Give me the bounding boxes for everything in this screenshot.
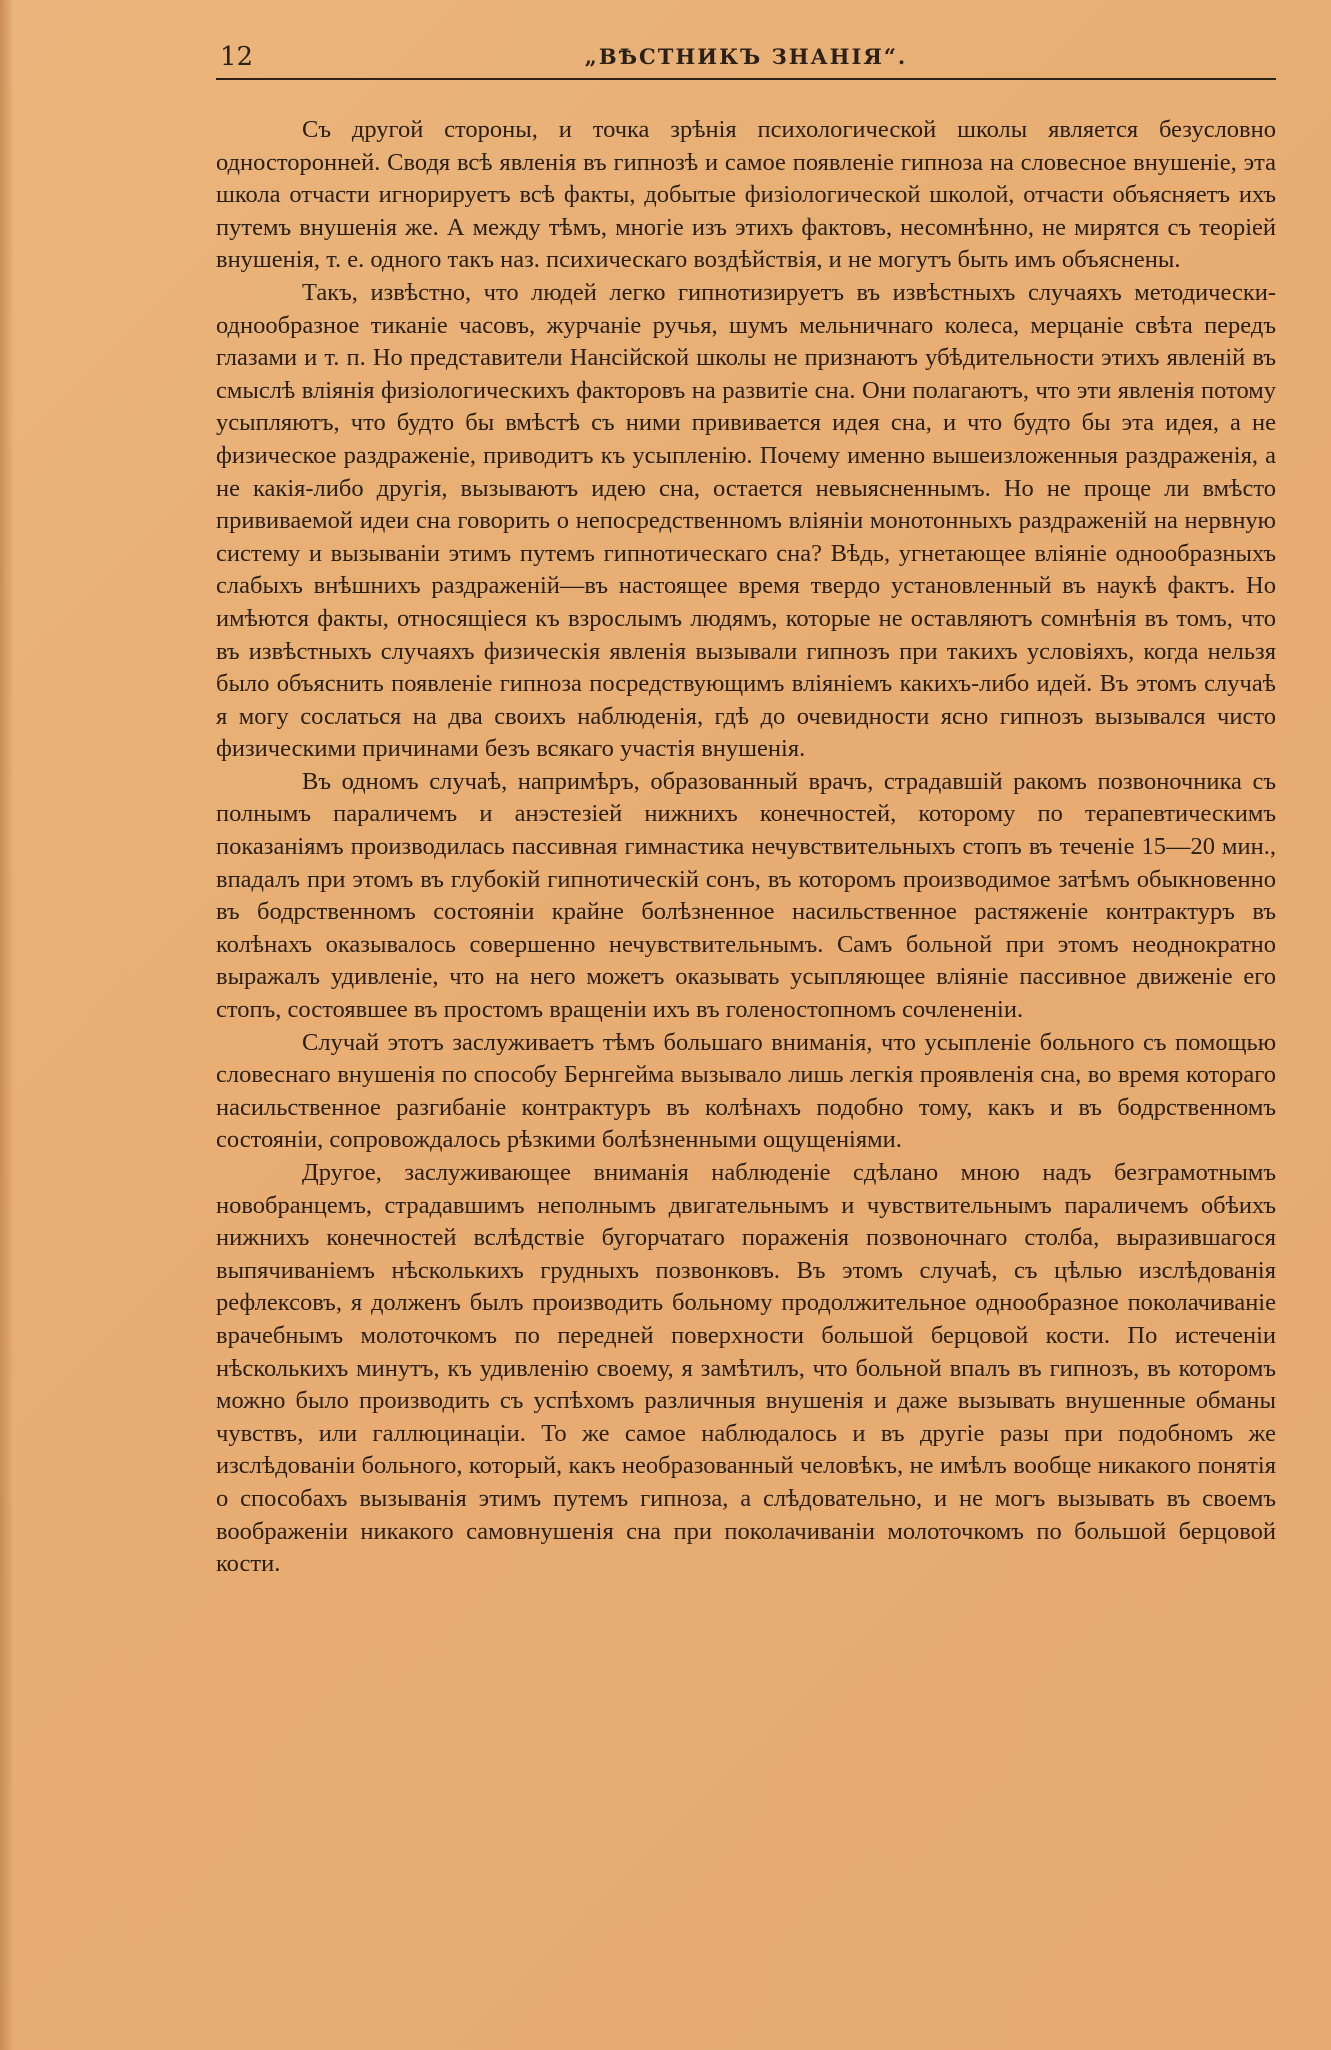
paragraph-2: Такъ, извѣстно, что людей легко гипнотизируетъ въ извѣстныхъ случаяхъ методически-однообразное тиканіе часовъ, журчаніе ручья, шумъ мельничнаго колеса, мерцаніе свѣта передъ глазами и т. п. Но представители Нансійской школы не признаютъ убѣдительности этихъ явленій въ смыслѣ вліянія физіологическихъ факторовъ на развитіе сна. Они полагаютъ, что эти явленія потому усыпляютъ, что будто бы вмѣстѣ съ ними прививается идея сна, и что будто бы эта идея, а не физическое раздраженіе, приводитъ къ усыпленію. Почему именно вышеизложенныя раздраженія, а не какія-либо другія, вызываютъ идею сна, остается невыясненнымъ. Но не проще ли вмѣсто прививаемой идеи сна говорить о непосредственномъ вліяніи монотонныхъ раздраженій на нервную систему и вызываніи этимъ путемъ гипнотическаго сна? Вѣдь, угнетающее вліяніе однообразныхъ слабыхъ внѣшнихъ раздраженій—въ настоящее время твердо установленный въ наукѣ фактъ. Но имѣются факты, относящіеся къ взрослымъ людямъ, которые не оставляютъ сомнѣнія въ томъ, что въ извѣстныхъ случаяхъ физическія явленія вызывали гипнозъ при такихъ условіяхъ, когда нельзя было объяснить появленіе гипноза посредствующимъ вліяніемъ какихъ-либо идей. Въ этомъ случаѣ я могу сослаться на два своихъ наблюденія, гдѣ до очевидности ясно гипнозъ вызывался чисто физическими причинами безъ всякаго участія внушенія. <box>216 278 1276 763</box>
article-body <box>216 114 1276 1581</box>
page-header <box>216 40 1276 80</box>
paragraph-3: Въ одномъ случаѣ, напримѣръ, образованный врачъ, страдавшій ракомъ позвоночника съ полнымъ параличемъ и анэстезіей нижнихъ конечностей, которому по терапевтическимъ показаніямъ производилась пассивная гимнастика нечувствительныхъ стопъ въ теченіе 15—20 мин., впадалъ при этомъ въ глубокій гипнотическій сонъ, въ которомъ производимое затѣмъ обыкновенно въ бодрственномъ состояніи крайне болѣзненное насильственное растяженіе контрактуръ въ колѣнахъ оказывалось совершенно нечувствительнымъ. Самъ больной при этомъ неоднократно выражалъ удивленіе, что на него можетъ оказывать усыпляющее вліяніе пассивное движеніе его стопъ, состоявшее въ простомъ вращеніи ихъ въ голеностопномъ сочлененіи. <box>216 767 1276 1024</box>
running-title: „ВѢСТНИКЪ ЗНАНIЯ“. <box>584 44 908 69</box>
paragraph-1: Съ другой стороны, и точка зрѣнія психологической школы является безусловно односторонней. Сводя всѣ явленія въ гипнозѣ и самое появленіе гипноза на словесное внушеніе, эта школа отчасти игнорируетъ всѣ факты, добытые физіологической школой, отчасти объясняетъ ихъ путемъ внушенія же. А между тѣмъ, многіе изъ этихъ фактовъ, несомнѣнно, не мирятся съ теоріей внушенія, т. е. одного такъ наз. психическаго воздѣйствія, и не могутъ быть имъ объяснены. <box>216 116 1276 274</box>
paragraph-5: Другое, заслуживающее вниманія наблюденіе сдѣлано мною надъ безграмотнымъ новобранцемъ, страдавшимъ неполнымъ двигательнымъ и чувствительнымъ параличемъ обѣихъ нижнихъ конечностей вслѣдствіе бугорчатаго пораженія позвоночнаго столба, выразившагося выпячиваніемъ нѣсколькихъ грудныхъ позвонковъ. Въ этомъ случаѣ, съ цѣлью изслѣдованія рефлексовъ, я долженъ былъ производить больному продолжительное однообразное поколачиваніе врачебнымъ молоточкомъ по передней поверхности большой берцовой кости. По истеченіи нѣсколькихъ минутъ, къ удивленію своему, я замѣтилъ, что больной впалъ въ гипнозъ, въ которомъ можно было производить съ успѣхомъ различныя внушенія и даже вызывать внушенные обманы чувствъ, или галлюцинаціи. То же самое наблюдалось и въ другіе разы при подобномъ же изслѣдованіи больного, который, какъ необразованный человѣкъ, не имѣлъ вообще никакого понятія о способахъ вызыванія этимъ путемъ гипноза, а слѣдовательно, и не могъ вызывать въ своемъ воображеніи никакого самовнушенія сна при поколачиваніи молоточкомъ по большой берцовой кости. <box>216 1159 1276 1578</box>
page-number: 12 <box>220 42 254 72</box>
paragraph-4: Случай этотъ заслуживаетъ тѣмъ большаго вниманія, что усыпленіе больного съ помощью словеснаго внушенія по способу Бернгейма вызывало лишь легкія проявленія сна, во время котораго насильственное разгибаніе контрактуръ въ колѣнахъ подобно тому, какъ и въ бодрственномъ состояніи, сопровождалось рѣзкими болѣзненными ощущеніями. <box>216 1028 1276 1154</box>
